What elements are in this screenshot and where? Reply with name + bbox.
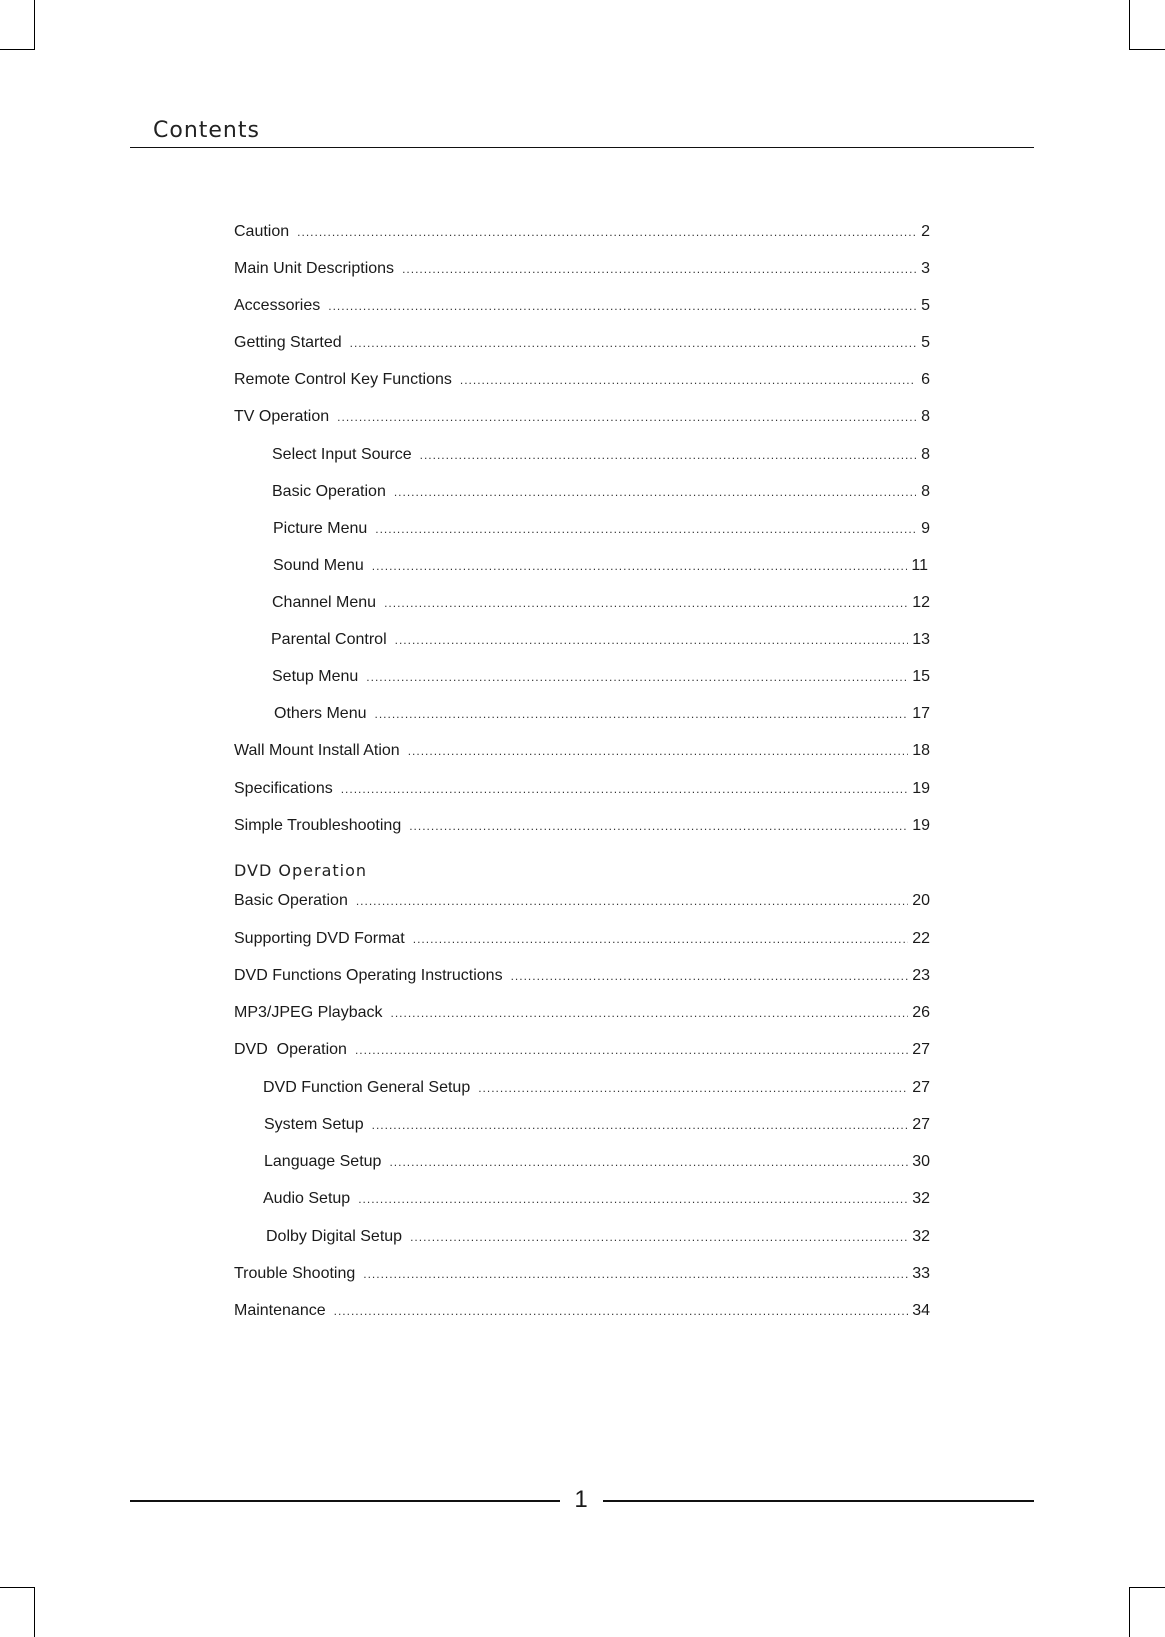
toc-entry-label: Trouble Shooting — [234, 1265, 356, 1282]
dot-leader — [358, 1189, 908, 1209]
toc-entry[interactable] — [234, 1040, 930, 1060]
toc-entry[interactable] — [234, 333, 930, 353]
toc-entry-page: 32 — [912, 1190, 930, 1207]
toc-entry-page: 30 — [912, 1153, 930, 1170]
toc-entry[interactable] — [234, 1003, 930, 1023]
toc-entry-page: 34 — [912, 1302, 930, 1319]
toc-entry-label: Dolby Digital Setup — [266, 1228, 403, 1245]
toc-entry-page: 27 — [912, 1041, 930, 1058]
dot-leader — [402, 259, 916, 279]
toc-subentry[interactable] — [272, 482, 930, 502]
toc-entry-page: 5 — [921, 334, 930, 351]
dot-leader — [297, 222, 916, 242]
toc-entry-label: MP3/JPEG Playback — [234, 1004, 383, 1021]
dot-leader — [384, 593, 908, 613]
toc-entry-page: 12 — [912, 594, 930, 611]
crop-mark — [1129, 49, 1165, 50]
dot-leader — [511, 966, 909, 986]
toc-entry[interactable] — [234, 1301, 930, 1321]
toc-entry[interactable] — [234, 1264, 930, 1284]
toc-entry-page: 5 — [921, 297, 930, 314]
toc-entry-page: 8 — [921, 483, 930, 500]
toc-entry-label: Channel Menu — [272, 594, 377, 611]
page-title: Contents — [153, 118, 260, 143]
crop-mark — [34, 1587, 35, 1637]
toc-entry-label: DVD Functions Operating Instructions — [234, 967, 503, 984]
toc-entry-page: 8 — [921, 446, 930, 463]
dot-leader — [366, 667, 908, 687]
toc-entry-label: Parental Control — [271, 631, 387, 648]
dot-leader — [372, 556, 908, 576]
toc-entry-page: 27 — [912, 1079, 930, 1096]
dot-leader — [334, 1301, 909, 1321]
crop-mark — [1129, 1587, 1165, 1588]
dot-leader — [395, 630, 909, 650]
toc-entry-label: Simple Troubleshooting — [234, 817, 402, 834]
dot-leader — [420, 445, 916, 465]
toc-entry[interactable] — [234, 259, 930, 279]
toc-entry[interactable] — [234, 891, 930, 911]
toc-entry-page: 32 — [912, 1228, 930, 1245]
toc-entry-page: 17 — [912, 705, 930, 722]
toc-subentry[interactable] — [272, 445, 930, 465]
toc-subentry[interactable] — [273, 519, 930, 539]
toc-subentry[interactable] — [266, 1227, 930, 1247]
toc-subentry[interactable] — [271, 630, 930, 650]
table-of-contents — [234, 0, 930, 1400]
toc-subentry[interactable] — [273, 556, 928, 576]
toc-entry-page: 19 — [912, 817, 930, 834]
toc-entry-page: 23 — [912, 967, 930, 984]
dot-leader — [372, 1115, 909, 1135]
toc-entry[interactable] — [234, 779, 930, 799]
toc-entry-page: 22 — [912, 930, 930, 947]
toc-entry-label: Language Setup — [264, 1153, 382, 1170]
toc-entry-page: 9 — [921, 520, 930, 537]
toc-entry[interactable] — [234, 407, 930, 427]
toc-entry-label: Remote Control Key Functions — [234, 371, 452, 388]
dot-leader — [410, 1227, 908, 1247]
toc-entry-page: 19 — [912, 780, 930, 797]
dot-leader — [350, 333, 916, 353]
toc-subentry[interactable] — [272, 593, 930, 613]
toc-entry-label: Wall Mount Install Ation — [234, 742, 400, 759]
dot-leader — [355, 1040, 908, 1060]
toc-entry-label: Select Input Source — [272, 446, 412, 463]
dot-leader — [389, 1152, 908, 1172]
toc-entry-page: 8 — [921, 408, 930, 425]
toc-entry-page: 26 — [912, 1004, 930, 1021]
section-heading-dvd: DVD Operation — [234, 861, 368, 880]
dot-leader — [478, 1078, 908, 1098]
toc-entry-label: Accessories — [234, 297, 321, 314]
toc-entry-page: 15 — [912, 668, 930, 685]
toc-entry[interactable] — [234, 966, 930, 986]
toc-entry-label: Specifications — [234, 780, 333, 797]
dot-leader — [391, 1003, 909, 1023]
dot-leader — [328, 296, 916, 316]
toc-entry-label: Getting Started — [234, 334, 342, 351]
dot-leader — [409, 816, 908, 836]
toc-entry-label: System Setup — [264, 1116, 364, 1133]
toc-entry[interactable] — [234, 222, 930, 242]
dot-leader — [337, 407, 916, 427]
crop-mark — [1129, 1587, 1130, 1637]
toc-entry-label: Maintenance — [234, 1302, 326, 1319]
dot-leader — [341, 779, 908, 799]
toc-entry-label: Supporting DVD Format — [234, 930, 405, 947]
page-number: 1 — [574, 1486, 588, 1513]
toc-entry-label: Caution — [234, 223, 290, 240]
toc-entry[interactable] — [234, 370, 930, 390]
toc-entry-page: 20 — [912, 892, 930, 909]
toc-entry-page: 6 — [921, 371, 930, 388]
crop-mark — [1129, 0, 1130, 50]
toc-entry-label: Basic Operation — [272, 483, 386, 500]
toc-entry-page: 13 — [912, 631, 930, 648]
footer-divider-right — [603, 1500, 1034, 1502]
dot-leader — [460, 370, 916, 390]
dot-leader — [375, 519, 916, 539]
toc-entry-label: TV Operation — [234, 408, 330, 425]
toc-subentry[interactable] — [263, 1078, 930, 1098]
toc-subentry[interactable] — [264, 1115, 930, 1135]
crop-mark — [34, 0, 35, 50]
toc-subentry[interactable] — [263, 1189, 930, 1209]
dot-leader — [374, 704, 908, 724]
dot-leader — [363, 1264, 908, 1284]
crop-mark — [0, 49, 35, 50]
toc-entry-label: DVD Operation — [234, 1041, 347, 1058]
toc-entry-label: Main Unit Descriptions — [234, 260, 395, 277]
dot-leader — [408, 741, 909, 761]
toc-entry-label: Others Menu — [274, 705, 367, 722]
toc-entry-page: 33 — [912, 1265, 930, 1282]
toc-entry-page: 2 — [921, 223, 930, 240]
toc-entry-label: Audio Setup — [263, 1190, 351, 1207]
toc-entry-page: 3 — [921, 260, 930, 277]
toc-entry-label: Basic Operation — [234, 892, 348, 909]
toc-subentry[interactable] — [272, 667, 930, 687]
dot-leader — [394, 482, 916, 502]
toc-entry[interactable] — [234, 929, 930, 949]
crop-mark — [0, 1587, 35, 1588]
toc-entry[interactable] — [234, 296, 930, 316]
toc-entry-page: 18 — [912, 742, 930, 759]
dot-leader — [356, 891, 908, 911]
toc-entry-label: Sound Menu — [273, 557, 364, 574]
toc-entry[interactable] — [234, 816, 930, 836]
toc-subentry[interactable] — [274, 704, 930, 724]
toc-entry[interactable] — [234, 741, 930, 761]
footer-divider-left — [130, 1500, 560, 1502]
toc-entry-label: Picture Menu — [273, 520, 368, 537]
toc-entry-page: 27 — [912, 1116, 930, 1133]
toc-entry-label: Setup Menu — [272, 668, 359, 685]
toc-entry-page: 11 — [911, 557, 928, 574]
dot-leader — [413, 929, 908, 949]
toc-subentry[interactable] — [264, 1152, 930, 1172]
toc-entry-label: DVD Function General Setup — [263, 1079, 471, 1096]
